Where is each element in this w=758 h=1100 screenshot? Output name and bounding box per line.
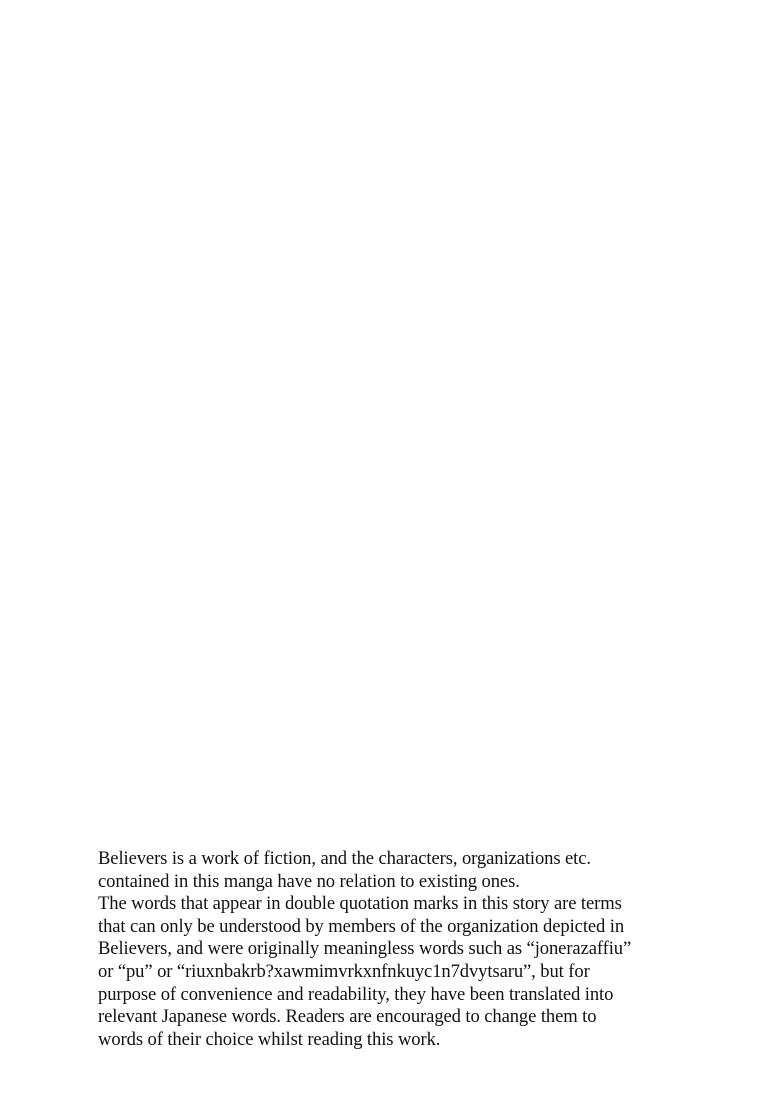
disclaimer-line: or “pu” or “riuxnbakrb?xawmimvrkxnfnkuyc1n7dvytsaru”, but for bbox=[98, 960, 590, 982]
disclaimer-line: relevant Japanese words. Readers are encouraged to change them to bbox=[98, 1006, 597, 1028]
disclaimer-line: Believers, and were originally meaningless words such as “jonerazaffiu” bbox=[98, 938, 632, 960]
disclaimer-line: The words that appear in double quotation marks in this story are terms bbox=[98, 893, 622, 915]
disclaimer-text bbox=[98, 848, 738, 1051]
disclaimer-line: purpose of convenience and readability, they have been translated into bbox=[98, 983, 614, 1005]
disclaimer-line: that can only be understood by members of the organization depicted in bbox=[98, 915, 625, 937]
disclaimer-line: words of their choice whilst reading this work. bbox=[98, 1028, 441, 1050]
disclaimer-line: contained in this manga have no relation to existing ones. bbox=[98, 870, 520, 892]
disclaimer-line: Believers is a work of fiction, and the characters, organizations etc. bbox=[98, 848, 591, 869]
